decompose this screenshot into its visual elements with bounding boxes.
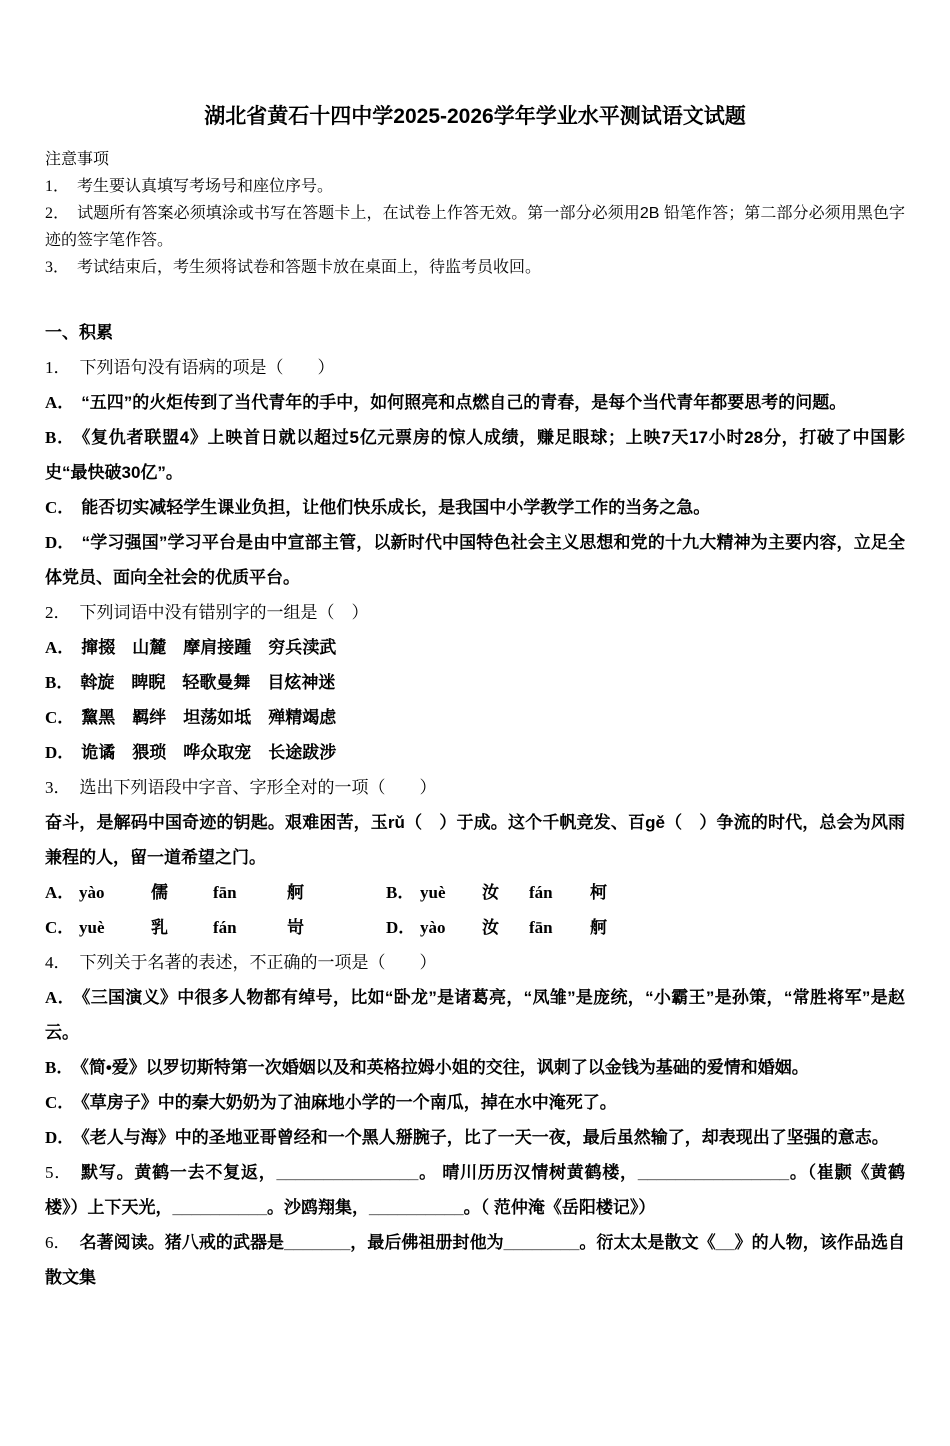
questions-section: [45, 315, 905, 1295]
question-4-option-b: [45, 1050, 905, 1085]
exam-paper-page: [0, 102, 950, 1295]
option-text: 《复仇者联盟4》上映首日就以超过5亿元票房的惊人成绩，赚足眼球；上映7天17小时28分，打破了中国影史“最快破30亿”。: [45, 428, 905, 483]
option-label: C．: [45, 1093, 75, 1113]
notice-item: [45, 173, 905, 200]
pinyin: fān: [213, 883, 237, 903]
section-heading: 一、积累: [45, 323, 113, 343]
option-label: B．: [386, 883, 415, 903]
notice-item-number: 1．: [45, 178, 70, 196]
option-label: B．: [45, 1058, 74, 1078]
question-1-option-b: [45, 420, 905, 490]
question-1-option-d: [45, 525, 905, 595]
option-text: 《简•爱》以罗切斯特第一次婚姻以及和英格拉姆小姐的交往，讽刺了以金钱为基础的爱情和婚姻。: [80, 1058, 809, 1078]
question-3-option-b: [386, 875, 630, 910]
option-label: A．: [45, 883, 75, 903]
pinyin: yuè: [79, 918, 105, 938]
question-text: 名著阅读。猪八戒的武器是_______，最后佛祖册封他为________。衍太太是散文《__》的人物，该作品选自散文集: [45, 1233, 906, 1288]
option-text: 《草房子》中的秦大奶奶为了油麻地小学的一个南瓜，掉在水中淹死了。: [81, 1093, 617, 1113]
option-text: 撺掇 山麓 摩肩接踵 穷兵渎武: [81, 638, 337, 658]
option-label: D．: [386, 918, 416, 938]
option-text: 黧黑 羁绊 坦荡如坻 殚精竭虑: [81, 708, 337, 728]
question-3-options-row: [45, 910, 905, 945]
character: 汝: [482, 918, 499, 938]
question-3-options-row: [45, 875, 905, 910]
option-label: B．: [45, 428, 75, 448]
question-text: 默写。黄鹤一去不复返，_______________。 晴川历历汉情树黄鹤楼，________________。（崔颢《黄鹤楼》）上下天光，__________。沙鸥翔集，__________。（ 范仲淹《岳阳楼记》）: [45, 1163, 905, 1218]
question-number: 6．: [45, 1233, 71, 1253]
question-1-option-a: [45, 385, 905, 420]
question-1-stem: [45, 350, 905, 385]
question-number: 1．: [45, 358, 71, 378]
notice-item-number: 3．: [45, 259, 70, 277]
character: 舸: [287, 883, 304, 903]
option-text: “五四”的火炬传到了当代青年的手中，如何照亮和点燃自己的青春，是每个当代青年都要思考的问题。: [81, 393, 847, 413]
pinyin: fān: [529, 918, 553, 938]
question-3-option-d: [386, 910, 630, 945]
question-stem-text: 选出下列语段中字音、字形全对的一项（ ）: [79, 778, 437, 798]
option-text: 斡旋 睥睨 轻歌曼舞 目炫神迷: [80, 673, 336, 693]
pinyin: yào: [79, 883, 105, 903]
option-label: A．: [45, 988, 75, 1008]
question-number: 5．: [45, 1163, 73, 1183]
option-label: D．: [45, 533, 75, 553]
notice-section: [45, 146, 905, 281]
question-2-option-a: [45, 630, 905, 665]
option-label: C．: [45, 498, 75, 518]
character: 舸: [590, 918, 607, 938]
pinyin: fán: [213, 918, 237, 938]
notice-item-text: 考试结束后，考生须将试卷和答题卡放在桌面上，待监考员收回。: [77, 259, 542, 277]
notice-item: [45, 254, 905, 281]
question-4-option-a: [45, 980, 905, 1050]
question-2-option-b: [45, 665, 905, 700]
pinyin: yuè: [420, 883, 446, 903]
option-text: 能否切实减轻学生课业负担，让他们快乐成长，是我国中小学教学工作的当务之急。: [81, 498, 711, 518]
option-label: C．: [45, 708, 75, 728]
option-label: B．: [45, 673, 74, 693]
notice-item-text: 试题所有答案必须填涂或书写在答题卡上，在试卷上作答无效。第一部分必须用2B 铅笔作答；第二部分必须用黑色字迹的签字笔作答。: [45, 205, 905, 250]
character: 乳: [151, 918, 168, 938]
notice-item-text: 考生要认真填写考场号和座位序号。: [77, 178, 334, 196]
option-label: A．: [45, 393, 75, 413]
question-4-option-c: [45, 1085, 905, 1120]
option-text: 《老人与海》中的圣地亚哥曾经和一个黑人掰腕子，比了一天一夜，最后虽然输了，却表现出了坚强的意志。: [81, 1128, 889, 1148]
question-3-passage: 奋斗，是解码中国奇迹的钥匙。艰难困苦，玉rǔ（ ）于成。这个千帆竞发、百gě（ ）争流的时代，总会为风雨兼程的人，留一道希望之门。: [45, 813, 905, 868]
character: 儒: [151, 883, 168, 903]
question-number: 3．: [45, 778, 71, 798]
question-3-option-c: [45, 910, 347, 945]
option-label: D．: [45, 743, 75, 763]
notice-heading: 注意事项: [45, 151, 110, 169]
option-label: A．: [45, 638, 75, 658]
option-text: 《三国演义》中很多人物都有绰号，比如“卧龙”是诸葛亮，“凤雏”是庞统，“小霸王”是孙策，“常胜将军”是赵云。: [45, 988, 905, 1043]
question-3-option-a: [45, 875, 347, 910]
question-4-stem: [45, 945, 905, 980]
pinyin: yào: [420, 918, 446, 938]
character: 岢: [287, 918, 304, 938]
option-label: D．: [45, 1128, 75, 1148]
notice-item: [45, 200, 905, 254]
question-stem-text: 下列关于名著的表述，不正确的一项是（ ）: [79, 953, 437, 973]
question-4-option-d: [45, 1120, 905, 1155]
page-title: 湖北省黄石十四中学2025-2026学年学业水平测试语文试题: [204, 105, 746, 128]
question-stem-text: 下列语句没有语病的项是（ ）: [79, 358, 335, 378]
question-2-stem: [45, 595, 905, 630]
question-number: 2．: [45, 603, 71, 623]
question-6: [45, 1225, 905, 1295]
question-2-option-c: [45, 700, 905, 735]
question-3-stem: [45, 770, 905, 805]
question-stem-text: 下列词语中没有错别字的一组是（ ）: [79, 603, 369, 623]
question-number: 4．: [45, 953, 71, 973]
question-5: [45, 1155, 905, 1225]
question-2-option-d: [45, 735, 905, 770]
character: 柯: [590, 883, 607, 903]
character: 汝: [482, 883, 499, 903]
notice-item-number: 2．: [45, 205, 70, 223]
question-1-option-c: [45, 490, 905, 525]
option-text: 诡谲 猥琐 哗众取宠 长途跋涉: [81, 743, 337, 763]
option-label: C．: [45, 918, 75, 938]
option-text: “学习强国”学习平台是由中宣部主管，以新时代中国特色社会主义思想和党的十九大精神为主要内容，立足全体党员、面向全社会的优质平台。: [45, 533, 906, 588]
pinyin: fán: [529, 883, 553, 903]
